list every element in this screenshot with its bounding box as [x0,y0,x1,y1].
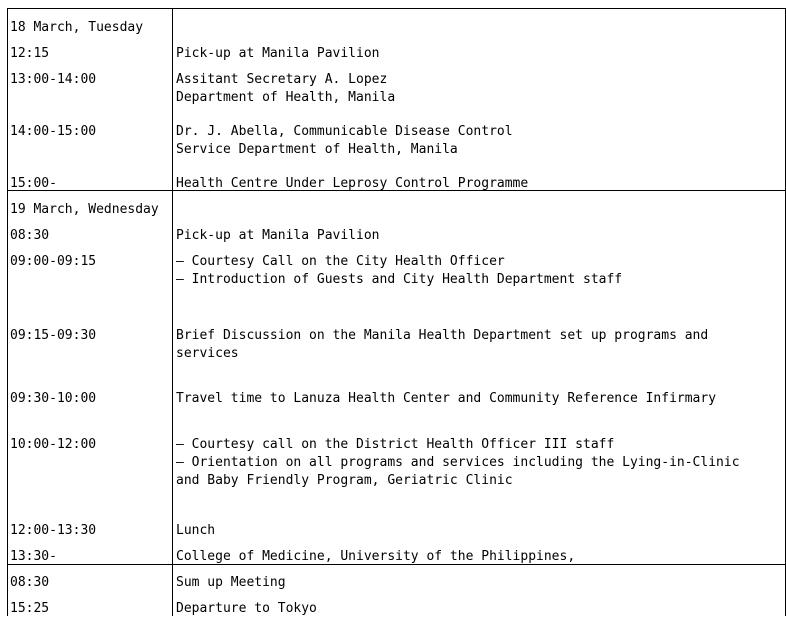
row-description: Travel time to Lanuza Health Center and Community Reference Infirmary [176,391,717,406]
day-heading: 18 March, Tuesday [10,20,144,35]
itinerary-table [7,8,786,616]
row-description: Pick-up at Manila Pavilion [176,46,380,61]
row-description: and Baby Friendly Program, Geriatric Clinic [176,473,513,488]
row-description: Brief Discussion on the Manila Health Department set up programs and [176,328,709,343]
row-description: Dr. J. Abella, Communicable Disease Control [176,124,513,139]
day-heading: 19 March, Wednesday [10,202,159,217]
row-description: — Orientation on all programs and services including the Lying-in-Clinic [176,455,740,470]
row-time: 15:25 [10,601,50,616]
row-time: 09:00-09:15 [10,254,97,269]
row-description: College of Medicine, University of the Philippines, [176,549,576,564]
row-description: Department of Health, Manila [176,90,396,105]
row-time: 09:15-09:30 [10,328,97,343]
row-time: 10:00-12:00 [10,437,97,452]
row-description: Health Centre Under Leprosy Control Programme [176,176,529,191]
row-description: Assitant Secretary A. Lopez [176,72,388,87]
row-time: 13:30- [10,549,57,564]
column-divider [172,9,173,616]
row-description: — Courtesy Call on the City Health Officer [176,254,505,269]
row-description: Pick-up at Manila Pavilion [176,228,380,243]
row-time: 12:00-13:30 [10,523,97,538]
row-time: 15:00- [10,176,57,191]
row-time: 09:30-10:00 [10,391,97,406]
row-time: 14:00-15:00 [10,124,97,139]
row-description: Sum up Meeting [176,575,286,590]
row-description: — Courtesy call on the District Health Officer III staff [176,437,615,452]
row-time: 08:30 [10,228,50,243]
row-time: 08:30 [10,575,50,590]
row-description: Service Department of Health, Manila [176,142,458,157]
row-time: 12:15 [10,46,50,61]
row-description: Lunch [176,523,216,538]
row-time: 13:00-14:00 [10,72,97,87]
row-description: Departure to Tokyo [176,601,317,616]
row-description: — Introduction of Guests and City Health Department staff [176,272,623,287]
row-description: services [176,346,239,361]
